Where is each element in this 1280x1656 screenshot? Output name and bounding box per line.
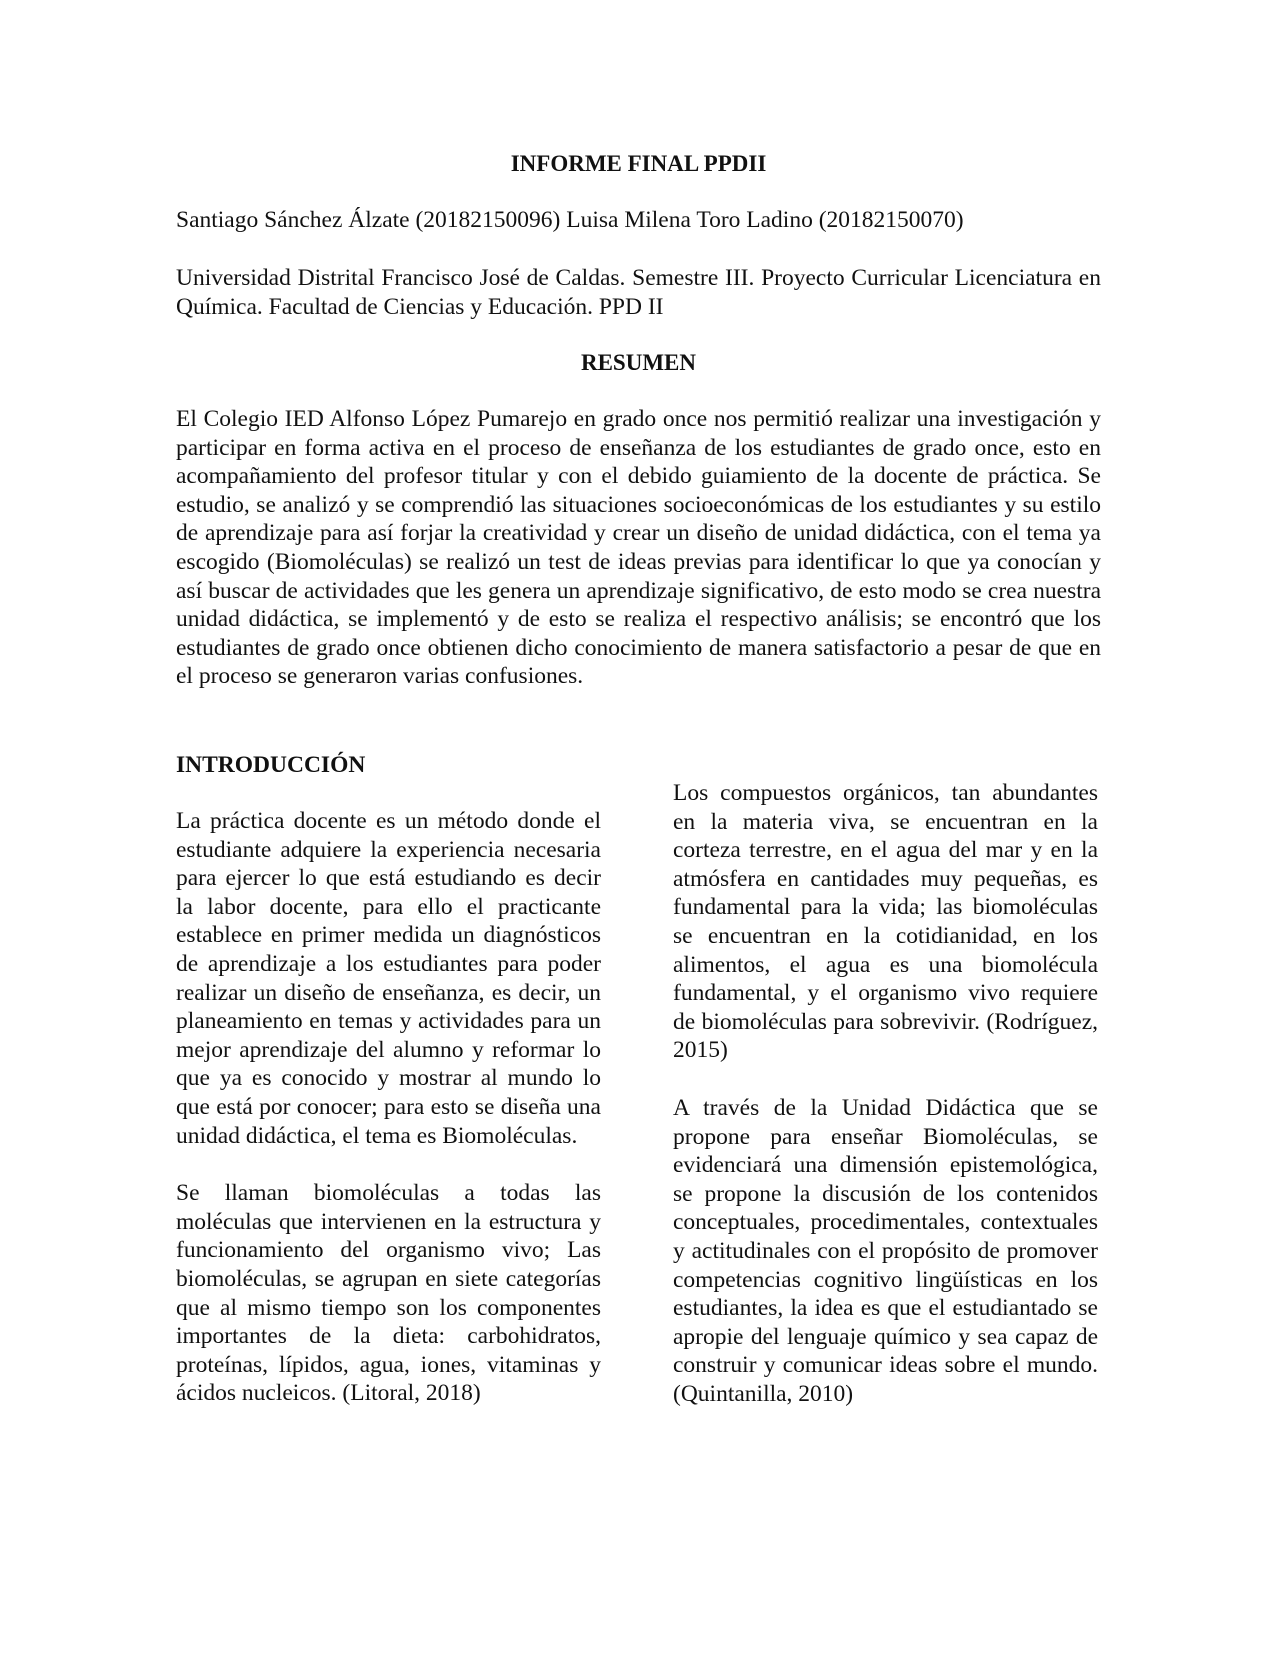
introduction-heading: INTRODUCCIÓN (176, 752, 366, 778)
intro-paragraph-1: La práctica docente es un método donde el estudiante adquiere la experiencia necesaria para ejercer lo que está estudiando es decir la labor docente, para ello el practicante establece en primer medida un diagnósticos de aprendizaje a los estudiantes para poder realizar un diseño de enseñanza, es decir, un planeamiento en temas y actividades para un mejor aprendizaje del alumno y reformar lo que ya es conocido y mostrar al mundo lo que está por conocer; para esto se diseña una unidad didáctica, el tema es Biomoléculas. (176, 808, 601, 1149)
intro-paragraph-2: Se llaman biomoléculas a todas las moléculas que intervienen en la estructura y funcionamiento del organismo vivo; Las biomoléculas, se agrupan en siete categorías que al mismo tiempo son los componentes importantes de la dieta: carbohidratos, proteínas, lípidos, agua, iones, vitaminas y ácidos nucleicos. (Litoral, 2018) (176, 1180, 601, 1407)
author-line: Santiago Sánchez Álzate (20182150096) Luisa Milena Toro Ladino (20182150070) (176, 207, 964, 233)
intro-paragraph-4: A través de la Unidad Didáctica que se propone para enseñar Biomoléculas, se evidenciará una dimensión epistemológica, se propone la discusión de los contenidos conceptuales, procedimentales, contextuales y actitudinales con el propósito de promover competencias cognitivo lingüísticas en los estudiantes, la idea es que el estudiantado se apropie del lenguaje químico y sea capaz de construir y comunicar ideas sobre el mundo. (Quintanilla, 2010) (673, 1094, 1098, 1407)
intro-paragraph-3: Los compuestos orgánicos, tan abundantes en la materia viva, se encuentran en la corteza terrestre, en el agua del mar y en la atmósfera en cantidades muy pequeñas, es fundamental para la vida; las biomoléculas se encuentran en la cotidianidad, en los alimentos, el agua es una biomolécula fundamental, y el organismo vivo requiere de biomoléculas para sobrevivir. (Rodríguez, 2015) (673, 780, 1098, 1064)
abstract-heading: RESUMEN (580, 350, 696, 375)
right-column (673, 779, 1098, 1437)
affiliation-line: Universidad Distrital Francisco José de Caldas. Semestre III. Proyecto Curricular Licenciatura en Química. Facultad de Ciencias y Educación. PPD II (176, 265, 1101, 320)
abstract-paragraph: El Colegio IED Alfonso López Pumarejo en grado once nos permitió realizar una investigación y participar en forma activa en el proceso de enseñanza de los estudiantes de grado once, esto en acompañamiento del profesor titular y con el debido guiamiento de la docente de práctica. Se estudio, se analizó y se comprendió las situaciones socioeconómicas de los estudiantes y su estilo de aprendizaje para así forjar la creatividad y crear un diseño de unidad didáctica, con el tema ya escogido (Biomoléculas) se realizó un test de ideas previas para identificar lo que ya conocían y así buscar de actividades que les genera un aprendizaje significativo, de esto modo se crea nuestra unidad didáctica, se implementó y de esto se realiza el respectivo análisis; se encontró que los estudiantes de grado once obtienen dicho conocimiento de manera satisfactorio a pesar de que en el proceso se generaron varias confusiones. (176, 406, 1101, 690)
document-title: INFORME FINAL PPDII (510, 151, 767, 176)
left-column (176, 751, 601, 1437)
